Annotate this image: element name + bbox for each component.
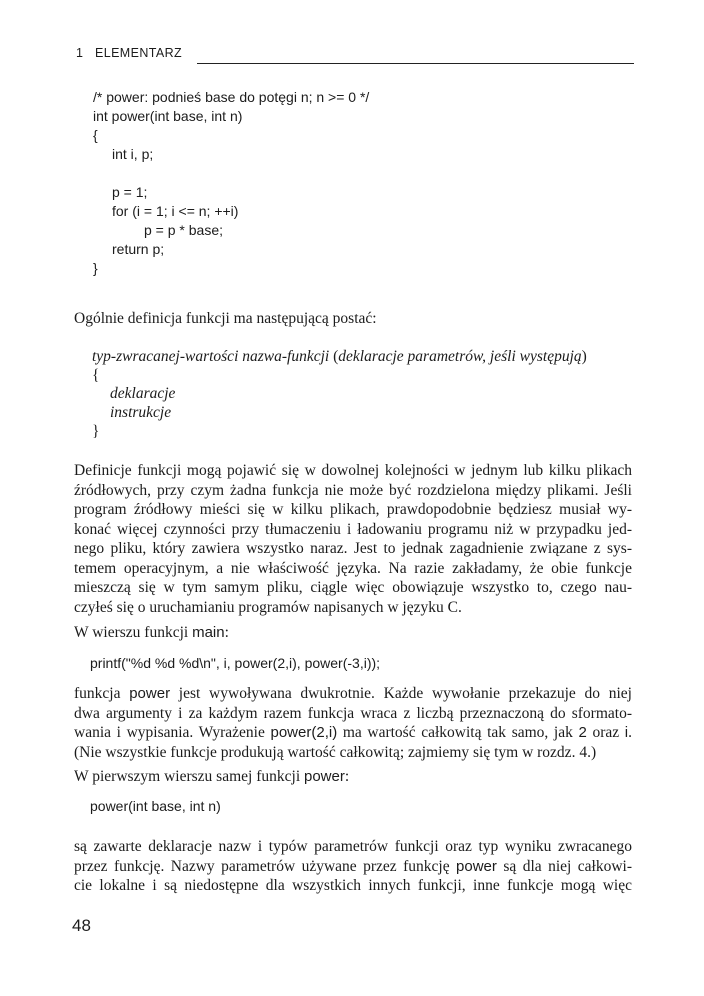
paragraph-power-call bbox=[74, 684, 632, 762]
paragraph-definitions bbox=[74, 461, 632, 617]
text-run: ma wartość całkowitą tak samo, jak bbox=[337, 724, 579, 741]
text-line bbox=[74, 857, 632, 877]
code-line: } bbox=[93, 260, 98, 276]
text-run: wania i wypisania. Wyrażenie bbox=[74, 724, 271, 741]
code-line: int i, p; bbox=[112, 146, 154, 162]
signature-text: typ-zwracanej-wartości nazwa-funkcji bbox=[92, 348, 330, 365]
text-line: temem operacyjnym, a nie właściwość języka. Na razie zakładamy, że obie funkcje bbox=[74, 559, 632, 577]
code-printf: printf("%d %d %d\n", i, power(2,i), power(-3,i)); bbox=[90, 655, 381, 671]
text-run: funkcja bbox=[74, 685, 130, 702]
code-line: for (i = 1; i <= n; ++i) bbox=[112, 203, 239, 219]
code-line: { bbox=[93, 127, 98, 143]
para5-text: W pierwszym wierszu samej funkcji bbox=[74, 768, 304, 785]
running-head bbox=[76, 46, 182, 60]
text-line: źródłowych, przy czym żadna funkcja nie może być rozdzielona między plikami. Jeśli bbox=[74, 481, 632, 499]
inline-code: power bbox=[129, 685, 171, 702]
inline-code: power(2,i) bbox=[270, 724, 338, 741]
paragraph-parameters bbox=[74, 837, 632, 896]
inline-code: i bbox=[624, 724, 629, 741]
text-line: są zawarte deklaracje nazw i typów parametrów funkcji oraz typ wyniku zwracanego bbox=[74, 838, 632, 855]
text-line: czyłeś się o uruchamianiu programów napisanych w języku C. bbox=[74, 598, 462, 616]
brace-close: } bbox=[92, 423, 100, 440]
page-number: 48 bbox=[72, 916, 91, 935]
paragraph: Ogólnie definicja funkcji ma następującą postać: bbox=[74, 310, 377, 327]
brace-open: { bbox=[92, 367, 100, 384]
text-line: nego pliku, który zawiera wszystko naraz. Jest to jednak zagadnienie związane z sys- bbox=[74, 540, 632, 557]
code-line: p = 1; bbox=[112, 184, 148, 200]
general-form-instr: instrukcje bbox=[110, 404, 172, 421]
text-line: Definicje funkcji mogą pojawić się w dowolnej kolejności w jednym lub kilku plikach bbox=[74, 462, 632, 479]
code-line: int power(int base, int n) bbox=[93, 108, 243, 124]
para5-end: : bbox=[344, 768, 350, 785]
text-run: . bbox=[628, 724, 633, 741]
text-run: przez funkcję. Nazwy parametrów używane przez funkcję bbox=[74, 857, 457, 875]
code-line: return p; bbox=[112, 241, 165, 257]
text-run: oraz bbox=[586, 724, 625, 741]
para3-end: : bbox=[224, 624, 229, 641]
paragraph-main bbox=[74, 624, 229, 642]
paragraph-first-line bbox=[74, 768, 349, 786]
inline-code-main: main bbox=[192, 624, 225, 641]
inline-code: 2 bbox=[578, 724, 587, 741]
text-run: jest wywoływana dwukrotnie. Każde wywołanie przekazuje do niej bbox=[170, 685, 632, 702]
header-rule bbox=[197, 63, 634, 64]
text-line bbox=[74, 723, 632, 743]
chapter-number: 1 bbox=[76, 46, 84, 60]
para3-text: W wierszu funkcji bbox=[74, 624, 193, 641]
general-form-signature bbox=[92, 348, 587, 366]
code-line: /* power: podnieś base do potęgi n; n >= 0 */ bbox=[93, 89, 370, 105]
inline-code: power bbox=[456, 857, 497, 875]
text-line bbox=[74, 684, 632, 704]
general-form-decl: deklaracje bbox=[110, 385, 176, 402]
code-line: p = p * base; bbox=[144, 222, 224, 238]
text-line: konać więcej czynności przy tłumaczeniu i ładowaniu programu niż w przypadku jed- bbox=[74, 520, 632, 538]
text-line: dwa argumenty i za każdym razem funkcja wraca z liczbą przeznaczoną do sformato- bbox=[74, 704, 632, 722]
inline-code-power: power bbox=[304, 768, 345, 785]
text-line: cie lokalne i są niedostępne dla wszystkich innych funkcji, inne funkcje mogą więc bbox=[74, 877, 632, 894]
code-power-signature: power(int base, int n) bbox=[90, 798, 221, 814]
params-text: (deklaracje parametrów, jeśli występują) bbox=[333, 348, 587, 365]
text-line: program źródłowy mieści się w kilku plikach, prawdopodobnie będziesz musiał wy- bbox=[74, 501, 632, 518]
text-line: mieszczą się w tym samym pliku, ciągle więc obowiązuje wszystko to, czego nau- bbox=[74, 579, 632, 596]
text-line: (Nie wszystkie funkcje produkują wartość całkowitą; zajmiemy się tym w rozdz. 4.) bbox=[74, 743, 597, 761]
chapter-title: ELEMENTARZ bbox=[94, 46, 183, 60]
text-run: są dla niej całkowi- bbox=[496, 857, 632, 875]
